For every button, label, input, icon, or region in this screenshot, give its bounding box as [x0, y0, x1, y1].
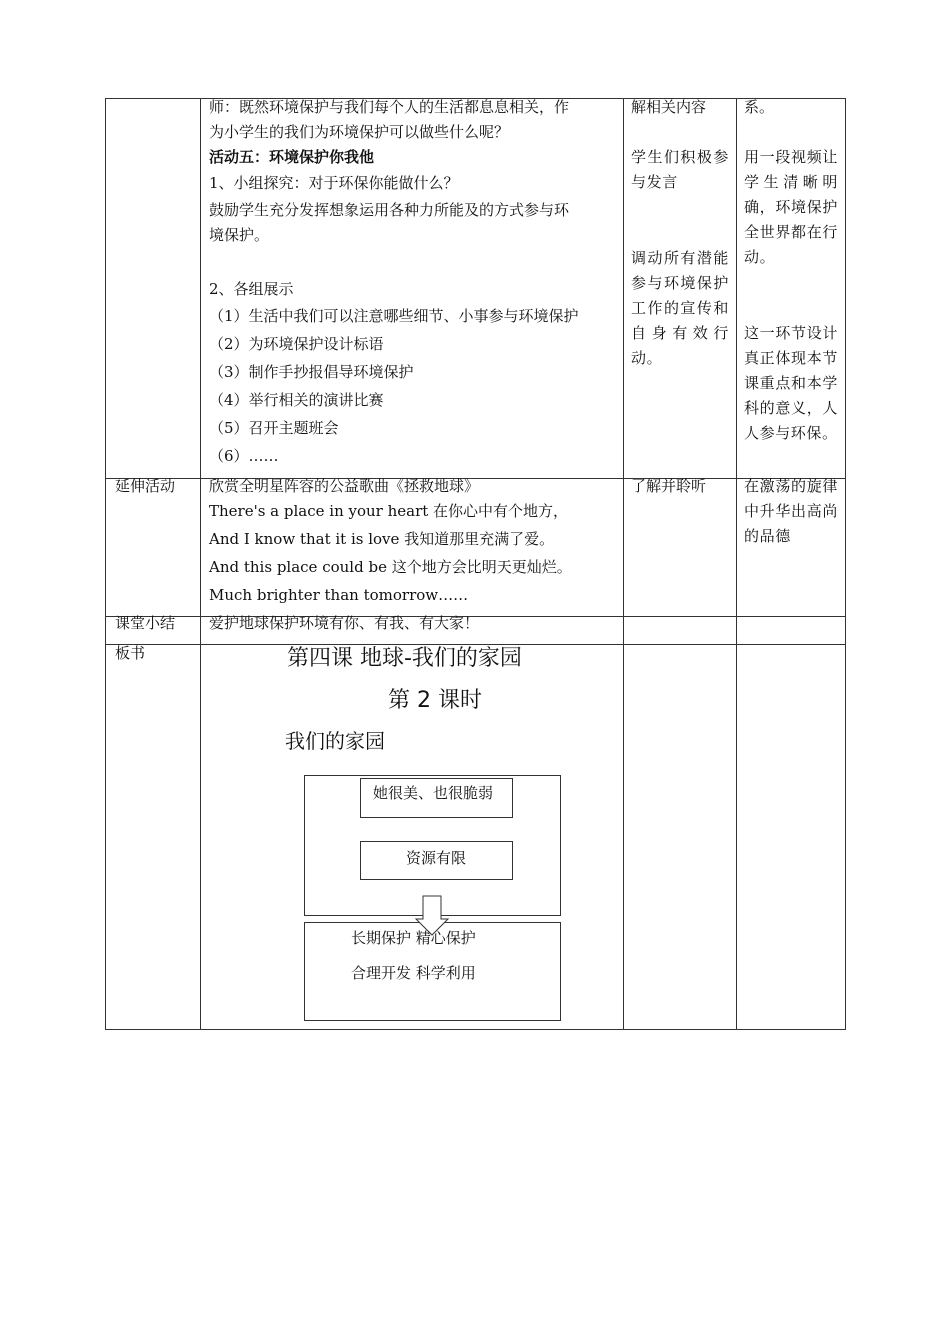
list-item: （3）制作手抄报倡导环境保护 — [209, 363, 414, 381]
box-label: 长期保护 精心保护 — [351, 929, 476, 947]
list-item: （5）召开主题班会 — [209, 419, 339, 437]
activity-heading: 活动五：环境保护你我他 — [209, 148, 375, 166]
row-label: 延伸活动 — [115, 477, 176, 495]
content-line: 境保护。 — [209, 226, 270, 244]
box-label: 她很美、也很脆弱 — [373, 784, 494, 802]
content-line: 欣赏全明星阵容的公益歌曲《拯救地球》 — [209, 477, 480, 495]
box-label: 资源有限 — [406, 849, 467, 867]
student-activity: 学生们积极参与发言 — [631, 148, 729, 191]
design-intent: 这一环节设计真正体现本节课重点和本学科的意义，人人参与环保。 — [744, 324, 838, 442]
design-intent: 用一段视频让学生清晰明确，环境保护全世界都在行动。 — [744, 148, 838, 266]
design-intent: 在激荡的旋律中升华出高尚的品德 — [744, 477, 838, 545]
content-line: 为小学生的我们为环境保护可以做些什么呢？ — [209, 123, 510, 141]
student-activity: 解相关内容 — [631, 98, 707, 116]
design-intent: 系。 — [744, 98, 775, 116]
content-line: 师：既然环境保护与我们每个人的生活都息息相关，作 — [209, 98, 570, 116]
list-item: （4）举行相关的演讲比赛 — [209, 391, 384, 409]
box-label: 合理开发 科学利用 — [351, 964, 476, 982]
board-subtitle: 第 2 课时 — [388, 688, 482, 713]
row-label: 课堂小结 — [115, 614, 176, 632]
row-label: 板书 — [115, 644, 146, 662]
board-heading: 我们的家园 — [285, 729, 385, 753]
lyric-line: And I know that it is love 我知道那里充满了爱。 — [209, 530, 555, 548]
student-activity: 了解并聆听 — [631, 477, 707, 495]
summary-text: 爱护地球保护环境有你、有我、有大家！ — [209, 614, 480, 632]
column-divider — [623, 99, 624, 1029]
lyric-line: Much brighter than tomorrow…… — [209, 586, 469, 604]
list-item: （2）为环境保护设计标语 — [209, 335, 384, 353]
board-title: 第四课 地球-我们的家园 — [287, 646, 522, 671]
student-activity: 调动所有潜能参与环境保护工作的宣传和自身有效行动。 — [631, 249, 729, 367]
list-item: （1）生活中我们可以注意哪些细节、小事参与环境保护 — [209, 307, 579, 325]
column-divider — [736, 99, 737, 1029]
lyric-line: And this place could be 这个地方会比明天更灿烂。 — [209, 558, 572, 576]
column-divider — [200, 99, 201, 1029]
content-line: 1、小组探究：对于环保你能做什么？ — [209, 174, 459, 192]
list-item: （6）…… — [209, 447, 279, 465]
lyric-line: There's a place in your heart 在你心中有个地方， — [209, 502, 569, 520]
content-line: 鼓励学生充分发挥想象运用各种力所能及的方式参与环 — [209, 201, 570, 219]
content-line: 2、各组展示 — [209, 280, 294, 298]
